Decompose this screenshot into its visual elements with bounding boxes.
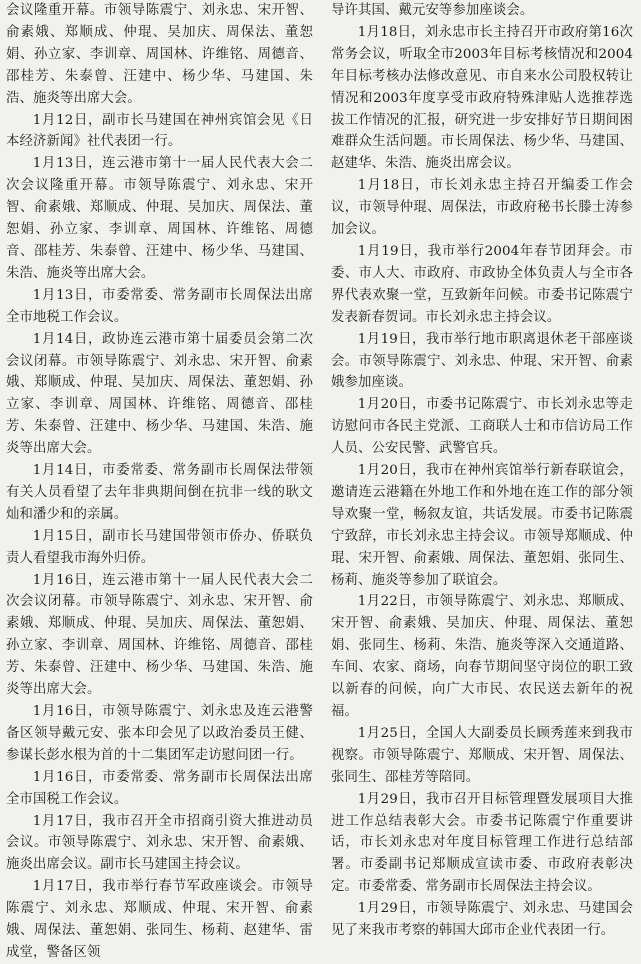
chronicle-entry: 1月16日，连云港市第十一届人民代表大会二次会议闭幕。市领导陈震宁、刘永忠、宋开智、俞素娥、郑顺成、仲琨、吴加庆、周保法、董恕娟、孙立家、李训章、周国林、许维铭、周德音、邵桂芳、朱泰曾、汪建中、杨少华、马建国、朱浩、施炎等出席大会。 bbox=[6, 572, 313, 698]
chronicle-entry: 1月20日，我市在神州宾馆举行新春联谊会，邀请连云港籍在外地工作和外地在连工作的部分领导欢聚一堂，畅叙友谊，共话发展。市委书记陈震宁致辞，市长刘永忠主持会议。市领导郑顺成、仲琨、宋开智、俞素娥、周保法、董恕娟、张同生、杨莉、施炎等参加了联谊会。 bbox=[331, 463, 633, 588]
chronicle-entry: 1月17日，我市举行春节军政座谈会。市领导陈震宁、刘永忠、郑顺成、仲琨、宋开智、俞素娥、周保法、董恕娟、张同生、杨莉、赵建华、雷成堂，警备区领 bbox=[6, 879, 313, 960]
chronicle-entry: 1月18日，市长刘永忠主持召开编委工作会议，市领导仲琨、周保法，市政府秘书长滕士涛参加会议。 bbox=[331, 178, 633, 238]
chronicle-entry: 1月15日，副市长马建国带领市侨办、侨联负责人看望我市海外归侨。 bbox=[6, 528, 313, 566]
chronicle-entry: 1月13日，连云港市第十一届人民代表大会二次会议隆重开幕。市领导陈震宁、刘永忠、宋开智、俞素娥、郑顺成、仲琨、吴加庆、周保法、董恕娟、孙立家、李训章、周国林、许维铭、周德音、邵桂芳、朱泰曾、汪建中、杨少华、马建国、朱浩、施炎等出席大会。 bbox=[6, 156, 313, 281]
chronicle-entry: 1月22日，市领导陈震宁、刘永忠、郑顺成、宋开智、俞素娥、吴加庆、仲琨、周保法、董恕娟、张同生、杨莉、朱浩、施炎等深入交通道路、车间、农家、商场，向春节期间坚守岗位的职工致以新春的问候，向广大市民、农民送去新年的祝福。 bbox=[331, 594, 633, 719]
chronicle-entry: 1月18日，刘永忠市长主持召开市政府第16次常务会议，听取全市2003年目标考核情况和2004年目标考核办法修改意见、市自来水公司股权转让情况和2003年度享受市政府特殊津贴人选推荐选拔工作情况的汇报，研究进一步安排好节日期间困难群众生活问题。市长周保法、杨少华、马建国、赵建华、朱浩、施炎出席会议。 bbox=[331, 24, 633, 172]
chronicle-entry: 1月17日，我市召开全市招商引资大推进动员会议。市领导陈震宁、刘永忠、宋开智、俞素娥、施炎出席会议。副市长马建国主持会议。 bbox=[6, 813, 313, 873]
chronicle-entry: 1月19日，我市举行2004年春节团拜会。市委、市人大、市政府、市政协全体负责人与全市各界代表欢聚一堂，互致新年问候。市委书记陈震宁发表新春贺词。市长刘永忠主持会议。 bbox=[331, 243, 633, 325]
chronicle-entry: 1月14日，政协连云港市第十届委员会第二次会议闭幕。市领导陈震宁、刘永忠、宋开智、俞素娥、郑顺成、仲琨、吴加庆、周保法、董恕娟、孙立家、李训章、周国林、许维铭、周德音、邵桂芳、朱泰曾、汪建中、杨少华、马建国、朱浩、施炎等出席大会。 bbox=[6, 331, 313, 457]
chronicle-entry: 会议隆重开幕。市领导陈震宁、刘永忠、宋开智、俞素娥、郑顺成、仲琨、吴加庆、周保法、董恕娟、孙立家、李训章、周国林、许维铭、周德音、邵桂芳、朱泰曾、汪建中、杨少华、马建国、朱浩、施炎等出席大会。 bbox=[6, 3, 313, 106]
chronicle-entry: 1月25日，全国人大副委员长顾秀莲来到我市视察。市领导陈震宁、郑顺成、宋开智、周保法、张同生、邵桂芳等陪同。 bbox=[331, 725, 633, 785]
chronicle-entry: 1月16日，市领导陈震宁、刘永忠及连云港警备区领导戴元安、张本印会见了以政治委员王健、参谋长彭水根为首的十二集团军走访慰问团一行。 bbox=[6, 704, 313, 763]
chronicle-entry: 1月20日，市委书记陈震宁、市长刘永忠等走访慰问市各民主党派、工商联人士和市信访局工作人员、公安民警、武警官兵。 bbox=[331, 397, 633, 457]
left-column bbox=[6, 0, 313, 960]
chronicle-entry: 1月14日，市委常委、常务副市长周保法带领有关人员看望了去年非典期间倒在抗非一线的耿文灿和潘少和的亲属。 bbox=[6, 463, 313, 522]
chronicle-entry: 1月16日，市委常委、常务副市长周保法出席全市国税工作会议。 bbox=[6, 769, 313, 807]
right-column bbox=[331, 0, 633, 939]
chronicle-entry: 导许其国、戴元安等参加座谈会。 bbox=[331, 3, 534, 18]
chronicle-entry: 1月12日，副市长马建国在神州宾馆会见《日本经济新闻》社代表团一行。 bbox=[6, 112, 313, 150]
chronicle-entry: 1月13日，市委常委、常务副市长周保法出席全市地税工作会议。 bbox=[6, 287, 313, 325]
chronicle-entry: 1月29日，我市召开目标管理暨发展项目大推进工作总结表彰大会。市委书记陈震宁作重要讲话，市长刘永忠对年度目标管理工作进行总结部署。市委副书记郑顺成宣读市委、市政府表彰决定。市委常委、常务副市长周保法主持会议。 bbox=[331, 791, 633, 895]
chronicle-entry: 1月19日，我市举行地市职离退休老干部座谈会。市领导陈震宁、刘永忠、仲琨、宋开智、俞素娥参加座谈。 bbox=[331, 331, 633, 391]
chronicle-entry: 1月29日，市领导陈震宁、刘永忠、马建国会见了来我市考察的韩国大邱市企业代表团一行。 bbox=[331, 901, 633, 939]
